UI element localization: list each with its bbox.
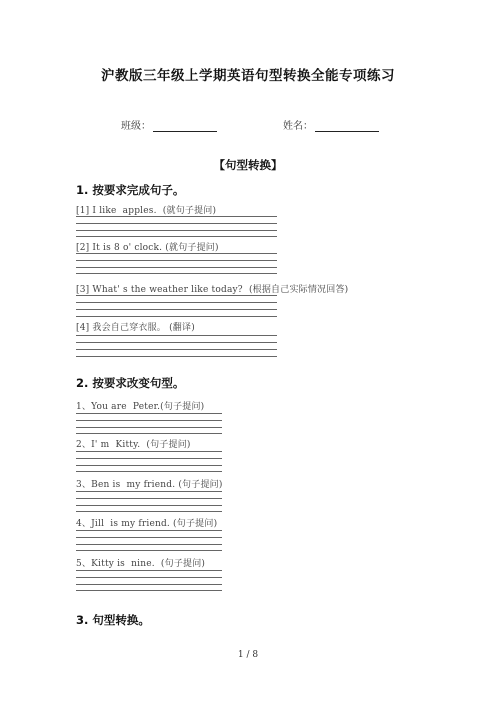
answer-line — [76, 335, 277, 336]
answer-line — [76, 413, 222, 414]
answer-line — [76, 349, 277, 350]
answer-line — [76, 577, 222, 578]
section-title: 【句型转换】 — [213, 158, 283, 172]
question-text: 1、You are Peter. — [76, 402, 161, 412]
question-text: 4、Jill is my friend. — [76, 519, 170, 529]
class-field — [121, 117, 217, 132]
answer-line — [76, 267, 277, 268]
answer-line — [76, 491, 222, 492]
answer-line — [76, 458, 222, 459]
answer-line — [76, 505, 222, 506]
answer-line — [76, 216, 277, 217]
name-blank — [315, 121, 379, 132]
question-text: 2、I' m Kitty. — [76, 440, 141, 450]
answer-line — [76, 302, 277, 303]
answer-line — [76, 356, 277, 357]
part-2-heading: 2. 按要求改变句型。 — [76, 376, 185, 390]
class-blank — [153, 121, 217, 132]
answer-line — [76, 550, 222, 551]
question-2-3 — [76, 477, 223, 490]
answer-line — [76, 511, 222, 512]
question-hint: (句子提问) — [170, 519, 218, 529]
question-hint: (翻译) — [166, 323, 195, 333]
question-hint: (就句子提问) — [156, 206, 217, 216]
answer-line — [76, 471, 222, 472]
page-number: 1 / 8 — [237, 650, 259, 660]
question-hint: (根据自己实际情况回答) — [242, 285, 349, 295]
question-hint: (句子提问) — [140, 440, 191, 450]
question-text: [3] What' s the weather like today? — [76, 285, 243, 295]
answer-line — [76, 316, 277, 317]
answer-line — [76, 236, 277, 237]
question-1-4 — [76, 320, 195, 333]
question-2-5 — [76, 556, 205, 569]
answer-line — [76, 295, 277, 296]
name-field — [283, 117, 379, 132]
answer-line — [76, 433, 222, 434]
answer-line — [76, 427, 222, 428]
question-1-3 — [76, 282, 348, 295]
answer-line — [76, 465, 222, 466]
answer-line — [76, 260, 277, 261]
answer-line — [76, 420, 222, 421]
question-text: 3、Ben is my friend. — [76, 480, 176, 490]
part-1-heading: 1. 按要求完成句子。 — [76, 183, 185, 197]
answer-line — [76, 537, 222, 538]
question-1-1 — [76, 203, 216, 216]
part-3-heading: 3. 句型转换。 — [76, 613, 150, 627]
question-hint: (就句子提问) — [162, 243, 219, 253]
question-1-2 — [76, 240, 219, 253]
answer-line — [76, 342, 277, 343]
answer-line — [76, 253, 277, 254]
answer-line — [76, 584, 222, 585]
answer-line — [76, 451, 222, 452]
answer-line — [76, 590, 222, 591]
question-text: [2] It is 8 o' clock. — [76, 243, 163, 253]
answer-line — [76, 530, 222, 531]
answer-line — [76, 309, 277, 310]
answer-line — [76, 230, 277, 231]
class-label: 班级： — [121, 121, 151, 132]
name-label: 姓名： — [283, 121, 313, 132]
question-text: [4] 我会自己穿衣服。 — [76, 323, 167, 333]
question-2-1 — [76, 399, 204, 412]
question-hint: (句子提问) — [175, 480, 223, 490]
question-2-4 — [76, 516, 217, 529]
question-2-2 — [76, 437, 191, 450]
question-hint: (句子提问) — [154, 559, 206, 569]
answer-line — [76, 498, 222, 499]
answer-line — [76, 273, 277, 274]
answer-line — [76, 570, 222, 571]
page-title: 沪教版三年级上学期英语句型转换全能专项练习 — [101, 68, 395, 84]
question-text: [1] I like apples. — [76, 206, 157, 216]
answer-line — [76, 544, 222, 545]
question-hint: (句子提问) — [160, 402, 205, 412]
question-text: 5、Kitty is nine. — [76, 559, 155, 569]
answer-line — [76, 223, 277, 224]
